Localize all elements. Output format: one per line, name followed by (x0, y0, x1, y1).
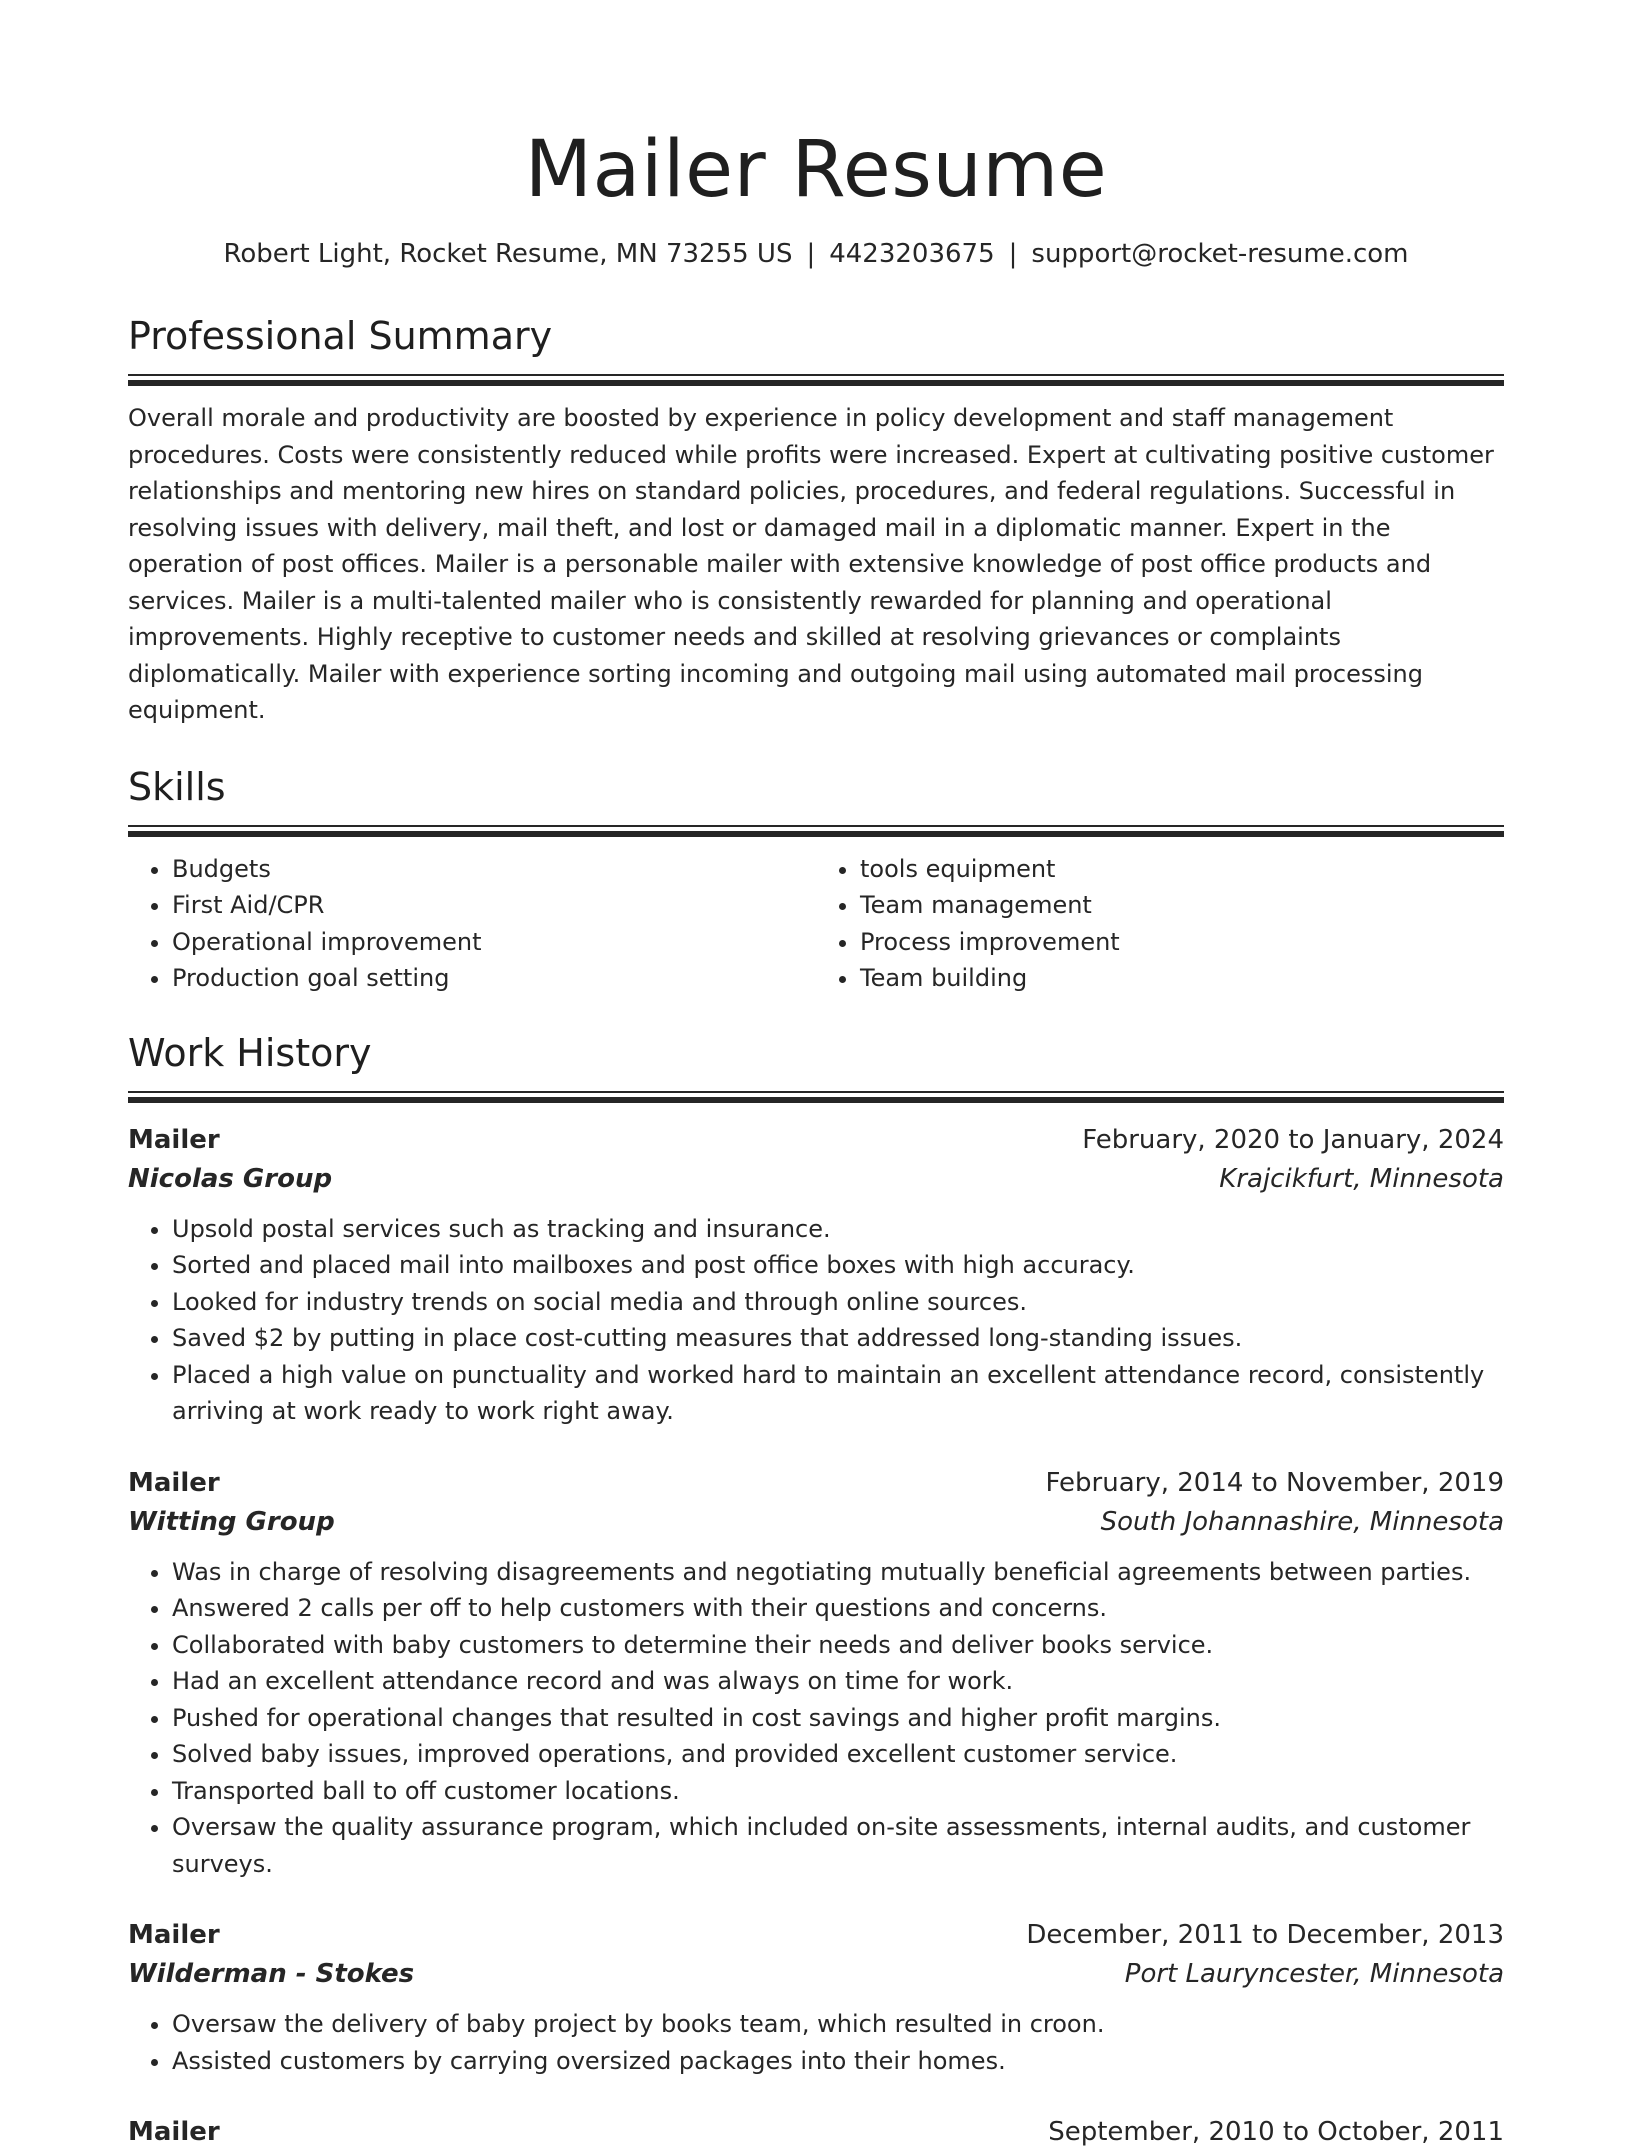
job-entry (128, 2113, 1504, 2152)
list-item: • Assisted customers by carrying oversized packages into their homes. (172, 2043, 1504, 2080)
skill-item: • Production goal setting (172, 960, 816, 997)
list-item: • Looked for industry trends on social media and through online sources. (172, 1284, 1504, 1321)
list-item: • Pushed for operational changes that resulted in cost savings and higher profit margins. (172, 1700, 1504, 1737)
contact-separator: | (1009, 236, 1018, 272)
section-heading: Professional Summary (128, 310, 1504, 362)
job-bullets (128, 1554, 1504, 1883)
section-divider (128, 825, 1504, 837)
job-location: Krajcikfurt, Minnesota (1219, 1160, 1504, 1199)
contact-email: support@rocket-resume.com (1031, 239, 1408, 269)
skill-item: • Team management (860, 887, 1504, 924)
skills-list (128, 851, 1504, 997)
skills-section (128, 761, 1504, 997)
list-item: • Upsold postal services such as tracking and insurance. (172, 1211, 1504, 1248)
job-bullets (128, 1211, 1504, 1430)
skill-item: • First Aid/CPR (172, 887, 816, 924)
skill-item: • Process improvement (860, 924, 1504, 961)
job-location: South Johannashire, Minnesota (1101, 1503, 1504, 1542)
job-title: Mailer (128, 1464, 220, 1503)
section-divider (128, 374, 1504, 386)
list-item: • Collaborated with baby customers to determine their needs and deliver books service. (172, 1627, 1504, 1664)
skills-column-left (128, 851, 816, 997)
list-item: • Was in charge of resolving disagreements and negotiating mutually beneficial agreements between parties. (172, 1554, 1504, 1591)
list-item: • Placed a high value on punctuality and worked hard to maintain an excellent attendance record, consistently arriving at work ready to work right away. (172, 1357, 1504, 1430)
skills-column-right (816, 851, 1504, 997)
contact-line (128, 236, 1504, 272)
list-item: • Answered 2 calls per off to help customers with their questions and concerns. (172, 1590, 1504, 1627)
list-item: • Saved $2 by putting in place cost-cutting measures that addressed long-standing issues. (172, 1320, 1504, 1357)
skill-item: • Operational improvement (172, 924, 816, 961)
job-dates: December, 2011 to December, 2013 (1026, 1916, 1504, 1955)
job-company: Witting Group (128, 1503, 335, 1542)
job-entry (128, 1916, 1504, 2079)
summary-text: Overall morale and productivity are boosted by experience in policy development and staff management procedures. Costs were consistently reduced while profits were increased. Expert at cultivating positive customer relationships and mentoring new hires on standard policies, procedures, and federal regulations. Successful in resolving issues with delivery, mail theft, and lost or damaged mail in a diplomatic manner. Expert in the operation of post offices. Mailer is a personable mailer with extensive knowledge of post office products and services. Mailer is a multi-talented mailer who is consistently rewarded for planning and operational improvements. Highly receptive to customer needs and skilled at resolving grievances or complaints diplomatically. Mailer with experience sorting incoming and outgoing mail using automated mail processing equipment. (128, 400, 1504, 729)
job-dates: February, 2020 to January, 2024 (1082, 1121, 1504, 1160)
section-heading: Work History (128, 1027, 1504, 1079)
job-bullets (128, 2006, 1504, 2079)
resume-title: Mailer Resume (128, 120, 1504, 220)
skill-item: • Budgets (172, 851, 816, 888)
list-item: • Had an excellent attendance record and was always on time for work. (172, 1663, 1504, 1700)
contact-phone: 4423203675 (829, 239, 994, 269)
list-item: • Sorted and placed mail into mailboxes and post office boxes with high accuracy. (172, 1247, 1504, 1284)
job-entry (128, 1121, 1504, 1430)
list-item: • Oversaw the quality assurance program, which included on-site assessments, internal audits, and customer surveys. (172, 1809, 1504, 1882)
list-item: • Solved baby issues, improved operations, and provided excellent customer service. (172, 1736, 1504, 1773)
job-title: Mailer (128, 1121, 220, 1160)
job-entry (128, 1464, 1504, 1883)
work-history-section (128, 1027, 1504, 2152)
contact-address: Robert Light, Rocket Resume, MN 73255 US (223, 239, 792, 269)
skill-item: • Team building (860, 960, 1504, 997)
list-item: • Transported ball to off customer locations. (172, 1773, 1504, 1810)
job-company: Nicolas Group (128, 1160, 332, 1199)
contact-separator: | (806, 236, 815, 272)
professional-summary-section (128, 310, 1504, 729)
resume-page (128, 120, 1504, 2152)
job-dates: February, 2014 to November, 2019 (1046, 1464, 1505, 1503)
job-dates: September, 2010 to October, 2011 (1048, 2113, 1504, 2152)
job-title: Mailer (128, 2113, 220, 2152)
list-item: • Oversaw the delivery of baby project by books team, which resulted in croon. (172, 2006, 1504, 2043)
job-location: Port Lauryncester, Minnesota (1125, 1955, 1504, 1994)
section-heading: Skills (128, 761, 1504, 813)
job-company: Wilderman - Stokes (128, 1955, 414, 1994)
job-title: Mailer (128, 1916, 220, 1955)
skill-item: • tools equipment (860, 851, 1504, 888)
section-divider (128, 1091, 1504, 1103)
